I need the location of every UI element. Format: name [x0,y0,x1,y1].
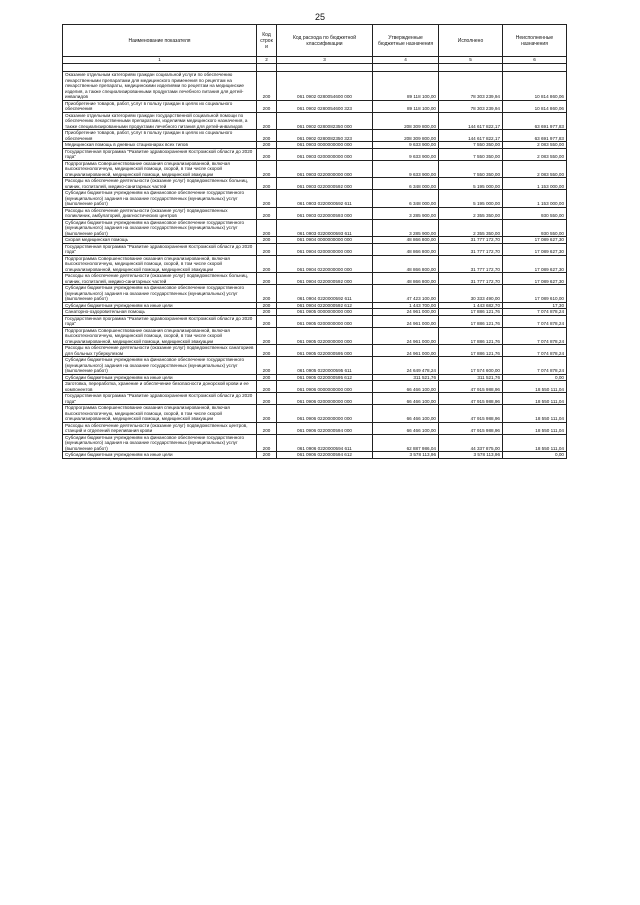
row-unexecuted-amount: 17 089 627,30 [503,273,567,285]
row-line-code: 200 [257,405,277,423]
column-number: 3 [277,57,373,64]
row-name: Субсидии бюджетным учреждениям на финансовое обеспечение государственного (муниципального) задания на оказание государственных (муниципальных) услуг (выполнение работ) [63,190,257,208]
row-expense-code: 061 0903 0220000000 000 [277,160,373,178]
row-executed-amount: 144 617 822,17 [439,130,503,142]
row-line-code: 200 [257,130,277,142]
row-name: Подпрограмма Совершенствование оказания специализированной, включая высокотехнологичную, медицинской помощи, скорой, в том числе скорой специализированной, медицинской помощи, медицинской эвакуации [63,405,257,423]
row-executed-amount: 44 337 875,00 [439,434,503,452]
row-line-code: 200 [257,237,277,244]
row-name: Расходы на обеспечение деятельности (оказание услуг) подведомственных центров, станций и отделений переливания крови [63,422,257,434]
table-row [63,422,567,434]
row-approved-amount: 66 466 100,00 [373,393,439,405]
table-row [63,273,567,285]
header-approved: Утвержденные бюджетные назначения [373,25,439,57]
row-unexecuted-amount: 7 074 878,24 [503,357,567,375]
row-line-code: 200 [257,422,277,434]
row-expense-code: 061 0904 0220000592 612 [277,302,373,309]
row-approved-amount: 311 521,76 [373,374,439,381]
row-line-code: 200 [257,112,277,130]
row-unexecuted-amount: 17 089 627,30 [503,243,567,255]
row-unexecuted-amount: 7 074 878,24 [503,345,567,357]
row-expense-code: 061 0903 0000000000 000 [277,142,373,149]
row-unexecuted-amount: 17 089 610,00 [503,285,567,303]
row-executed-amount: 7 550 350,00 [439,148,503,160]
row-name: Подпрограмма Совершенствование оказания специализированной, включая высокотехнологичную, медицинской помощи, скорой, в том числе скорой специализированной, медицинской помощи, медицинской эвакуации [63,160,257,178]
row-expense-code: 061 0904 0000000000 000 [277,237,373,244]
table-row [63,357,567,375]
row-unexecuted-amount: 17 089 627,30 [503,237,567,244]
row-executed-amount: 47 915 988,96 [439,422,503,434]
row-executed-amount: 17 886 121,76 [439,309,503,316]
row-expense-code: 061 0903 0220000593 000 [277,207,373,219]
row-line-code: 200 [257,273,277,285]
row-name: Субсидии бюджетным учреждениям на финансовое обеспечение государственного (муниципального) задания на оказание государственных (муниципальных) услуг (выполнение работ) [63,434,257,452]
row-expense-code: 061 0904 0220000000 000 [277,255,373,273]
row-unexecuted-amount: 2 083 550,00 [503,142,567,149]
row-name: Заготовка, переработка, хранение и обеспечение безопасности донорской крови и ее компонентов [63,381,257,393]
header-expense-code: Код расхода по бюджетной классификации [277,25,373,57]
row-expense-code: 061 0905 0220000595 000 [277,345,373,357]
row-unexecuted-amount: 7 074 878,24 [503,309,567,316]
row-executed-amount: 5 195 000,00 [439,178,503,190]
table-row [63,452,567,459]
row-line-code: 200 [257,100,277,112]
row-executed-amount: 2 355 350,00 [439,207,503,219]
table-row [63,112,567,130]
row-name: Расходы на обеспечение деятельности (оказание услуг) подведомственных больниц, клиник, госпиталей, медико-санитарных частей [63,273,257,285]
table-row [63,393,567,405]
row-executed-amount: 47 915 988,96 [439,381,503,393]
row-expense-code: 061 0906 0220000594 611 [277,434,373,452]
row-executed-amount: 311 521,76 [439,374,503,381]
row-approved-amount: 48 866 800,00 [373,273,439,285]
row-name: Субсидии бюджетным учреждениям на иные цели [63,452,257,459]
table-row [63,72,567,101]
table-row [63,100,567,112]
row-approved-amount: 66 466 100,00 [373,381,439,393]
row-name: Субсидии бюджетным учреждениям на иные цели [63,302,257,309]
row-line-code: 200 [257,345,277,357]
table-row [63,285,567,303]
row-approved-amount: 6 348 000,00 [373,178,439,190]
row-unexecuted-amount: 1 153 000,00 [503,178,567,190]
row-name: Подпрограмма Совершенствование оказания специализированной, включая высокотехнологичную, медицинской помощи, скорой, в том числе скорой специализированной, медицинской помощи, медицинской эвакуации [63,327,257,345]
row-unexecuted-amount: 7 074 878,24 [503,315,567,327]
row-name: Приобретение товаров, работ, услуг в пользу граждан в целях их социального обеспечения [63,130,257,142]
row-approved-amount: 24 649 478,24 [373,357,439,375]
row-approved-amount: 24 961 000,00 [373,327,439,345]
row-approved-amount: 6 348 000,00 [373,190,439,208]
row-name: Субсидии бюджетным учреждениям на финансовое обеспечение государственного (муниципального) задания на оказание государственных (муниципальных) услуг (выполнение работ) [63,219,257,237]
row-line-code: 200 [257,219,277,237]
row-unexecuted-amount: 0,00 [503,452,567,459]
row-expense-code: 061 0902 0280054600 323 [277,100,373,112]
row-line-code: 200 [257,381,277,393]
row-name: Расходы на обеспечение деятельности (оказание услуг) подведомственных поликлиник, амбулаторий, диагностических центров [63,207,257,219]
table-row [63,178,567,190]
table-row [63,190,567,208]
row-approved-amount: 89 118 100,00 [373,100,439,112]
row-executed-amount: 7 550 350,00 [439,160,503,178]
row-name: Государственная программа "Развитие здравоохранения Костромской области до 2020 года" [63,315,257,327]
row-name: Оказание отдельным категориям граждан государственной социальной помощи по обеспечению лекарственными препаратами, изделиями медицинского назначения, а также специализированными продуктами лечебного питания для детей-инвалидов [63,112,257,130]
table-row [63,207,567,219]
row-approved-amount: 66 466 100,00 [373,405,439,423]
table-row [63,255,567,273]
spacer-row [63,64,567,72]
row-expense-code: 061 0905 0220000000 000 [277,327,373,345]
row-line-code: 200 [257,393,277,405]
row-name: Оказание отдельным категориям граждан социальной услуги по обеспечению лекарственными препаратами для медицинского применения по рецептам на лекарственные препараты, медицинскими изделиями по рецептам на медицинские изделия, а также специализированными продуктами лечебного питания для детей-инвалидов [63,72,257,101]
row-expense-code: 061 0905 0000000000 000 [277,309,373,316]
row-unexecuted-amount: 10 814 860,06 [503,100,567,112]
table-row [63,243,567,255]
table-row [63,374,567,381]
row-executed-amount: 78 303 239,94 [439,72,503,101]
table-row [63,302,567,309]
table-row [63,315,567,327]
row-executed-amount: 78 303 239,94 [439,100,503,112]
page-number: 25 [314,12,325,22]
column-number: 6 [503,57,567,64]
row-executed-amount: 7 550 350,00 [439,142,503,149]
table-row [63,381,567,393]
row-unexecuted-amount: 63 691 977,83 [503,130,567,142]
row-line-code: 200 [257,285,277,303]
row-approved-amount: 3 578 113,96 [373,452,439,459]
row-executed-amount: 47 915 988,96 [439,405,503,423]
table-row [63,142,567,149]
row-approved-amount: 3 285 900,00 [373,207,439,219]
row-expense-code: 061 0906 0220000594 612 [277,452,373,459]
row-approved-amount: 9 633 900,00 [373,148,439,160]
row-line-code: 200 [257,452,277,459]
table-header-row [63,25,567,57]
row-expense-code: 061 0906 0000000000 000 [277,381,373,393]
row-expense-code: 061 0904 0220000592 611 [277,285,373,303]
row-line-code: 200 [257,255,277,273]
row-expense-code: 061 0906 0200000000 000 [277,393,373,405]
row-line-code: 200 [257,309,277,316]
row-expense-code: 061 0905 0220000595 611 [277,357,373,375]
row-unexecuted-amount: 18 550 111,04 [503,393,567,405]
row-executed-amount: 17 886 121,76 [439,327,503,345]
row-approved-amount: 3 285 900,00 [373,219,439,237]
row-expense-code: 061 0903 0220000592 611 [277,190,373,208]
row-unexecuted-amount: 18 550 111,04 [503,381,567,393]
row-expense-code: 061 0906 0220000000 000 [277,405,373,423]
row-approved-amount: 24 961 000,00 [373,345,439,357]
row-line-code: 200 [257,302,277,309]
row-executed-amount: 31 777 172,70 [439,237,503,244]
row-expense-code: 061 0902 0280054600 000 [277,72,373,101]
row-approved-amount: 48 866 800,00 [373,243,439,255]
column-number-row [63,57,567,64]
header-executed: Исполнено [439,25,503,57]
row-executed-amount: 2 355 350,00 [439,219,503,237]
table-row [63,345,567,357]
row-approved-amount: 48 866 800,00 [373,255,439,273]
row-expense-code: 061 0905 0200000000 000 [277,315,373,327]
row-name: Расходы на обеспечение деятельности (оказание услуг) подведомственных санаториев для больных туберкулезом [63,345,257,357]
row-approved-amount: 208 309 800,00 [373,130,439,142]
row-unexecuted-amount: 930 550,00 [503,219,567,237]
row-unexecuted-amount: 930 550,00 [503,207,567,219]
row-approved-amount: 9 633 900,00 [373,160,439,178]
table-row [63,148,567,160]
row-approved-amount: 89 118 100,00 [373,72,439,101]
row-expense-code: 061 0905 0220000595 612 [277,374,373,381]
row-unexecuted-amount: 0,00 [503,374,567,381]
row-unexecuted-amount: 18 550 111,04 [503,434,567,452]
row-executed-amount: 144 617 822,17 [439,112,503,130]
row-name: Субсидии бюджетным учреждениям на финансовое обеспечение государственного (муниципального) задания на оказание государственных (муниципальных) услуг (выполнение работ) [63,285,257,303]
row-line-code: 200 [257,434,277,452]
row-name: Государственная программа "Развитие здравоохранения Костромской области до 2020 года" [63,148,257,160]
row-line-code: 200 [257,190,277,208]
row-unexecuted-amount: 17 089 627,30 [503,255,567,273]
row-name: Субсидии бюджетным учреждениям на иные цели [63,374,257,381]
row-approved-amount: 1 443 700,00 [373,302,439,309]
row-name: Подпрограмма Совершенствование оказания специализированной, включая высокотехнологичную, медицинской помощи, скорой, в том числе скорой специализированной, медицинской помощи, медицинской эвакуации [63,255,257,273]
row-approved-amount: 208 309 800,00 [373,112,439,130]
row-executed-amount: 5 195 000,00 [439,190,503,208]
row-line-code: 200 [257,72,277,101]
row-approved-amount: 66 466 100,00 [373,422,439,434]
row-unexecuted-amount: 18 550 111,04 [503,422,567,434]
column-number: 1 [63,57,257,64]
row-approved-amount: 9 633 900,00 [373,142,439,149]
row-expense-code: 061 0904 0200000000 000 [277,243,373,255]
table-row [63,434,567,452]
row-executed-amount: 17 574 600,00 [439,357,503,375]
table-row [63,160,567,178]
row-name: Скорая медицинская помощь [63,237,257,244]
row-executed-amount: 17 886 121,76 [439,315,503,327]
column-number: 5 [439,57,503,64]
row-unexecuted-amount: 1 153 000,00 [503,190,567,208]
row-expense-code: 061 0902 0280082350 000 [277,112,373,130]
table-row [63,309,567,316]
row-line-code: 200 [257,207,277,219]
table-row [63,219,567,237]
row-unexecuted-amount: 7 074 878,24 [503,327,567,345]
row-executed-amount: 47 915 988,96 [439,393,503,405]
row-line-code: 200 [257,178,277,190]
row-line-code: 200 [257,243,277,255]
row-expense-code: 061 0903 0220000593 611 [277,219,373,237]
header-unexecuted: Неисполненные назначения [503,25,567,57]
column-number: 2 [257,57,277,64]
row-expense-code: 061 0904 0220000592 000 [277,273,373,285]
row-executed-amount: 31 777 172,70 [439,273,503,285]
row-line-code: 200 [257,315,277,327]
row-expense-code: 061 0906 0220000594 000 [277,422,373,434]
table-row [63,327,567,345]
row-name: Приобретение товаров, работ, услуг в пользу граждан в целях их социального обеспечения [63,100,257,112]
row-approved-amount: 62 887 986,04 [373,434,439,452]
budget-execution-table [62,24,567,459]
row-line-code: 200 [257,357,277,375]
row-name: Медицинская помощь в дневных стационарах всех типов [63,142,257,149]
column-number: 4 [373,57,439,64]
row-line-code: 200 [257,142,277,149]
row-unexecuted-amount: 2 083 550,00 [503,160,567,178]
row-line-code: 200 [257,374,277,381]
row-approved-amount: 48 866 800,00 [373,237,439,244]
row-line-code: 200 [257,327,277,345]
row-executed-amount: 1 443 682,70 [439,302,503,309]
table-row [63,130,567,142]
row-approved-amount: 24 961 000,00 [373,309,439,316]
row-unexecuted-amount: 63 691 977,83 [503,112,567,130]
row-name: Санаторно-оздоровительная помощь [63,309,257,316]
row-executed-amount: 3 578 113,96 [439,452,503,459]
row-unexecuted-amount: 18 550 111,04 [503,405,567,423]
header-line-code: Код строк и [257,25,277,57]
row-executed-amount: 31 777 172,70 [439,255,503,273]
row-executed-amount: 30 333 490,00 [439,285,503,303]
row-expense-code: 061 0902 0280082350 323 [277,130,373,142]
row-executed-amount: 31 777 172,70 [439,243,503,255]
row-unexecuted-amount: 17,30 [503,302,567,309]
row-expense-code: 061 0903 0220000592 000 [277,178,373,190]
row-name: Субсидии бюджетным учреждениям на финансовое обеспечение государственного (муниципального) задания на оказание государственных (муниципальных) услуг (выполнение работ) [63,357,257,375]
row-line-code: 200 [257,160,277,178]
row-approved-amount: 47 423 100,00 [373,285,439,303]
row-approved-amount: 24 961 000,00 [373,315,439,327]
row-unexecuted-amount: 10 814 860,06 [503,72,567,101]
row-line-code: 200 [257,148,277,160]
table-row [63,405,567,423]
row-expense-code: 061 0903 0200000000 000 [277,148,373,160]
row-name: Государственная программа "Развитие здравоохранения Костромской области до 2020 года" [63,393,257,405]
row-executed-amount: 17 886 121,76 [439,345,503,357]
row-name: Государственная программа "Развитие здравоохранения Костромской области до 2020 года" [63,243,257,255]
table-body [63,72,567,459]
row-name: Расходы на обеспечение деятельности (оказание услуг) подведомственных больниц, клиник, госпиталей, медико-санитарных частей [63,178,257,190]
row-unexecuted-amount: 2 083 550,00 [503,148,567,160]
header-name: Наименование показателя [63,25,257,57]
